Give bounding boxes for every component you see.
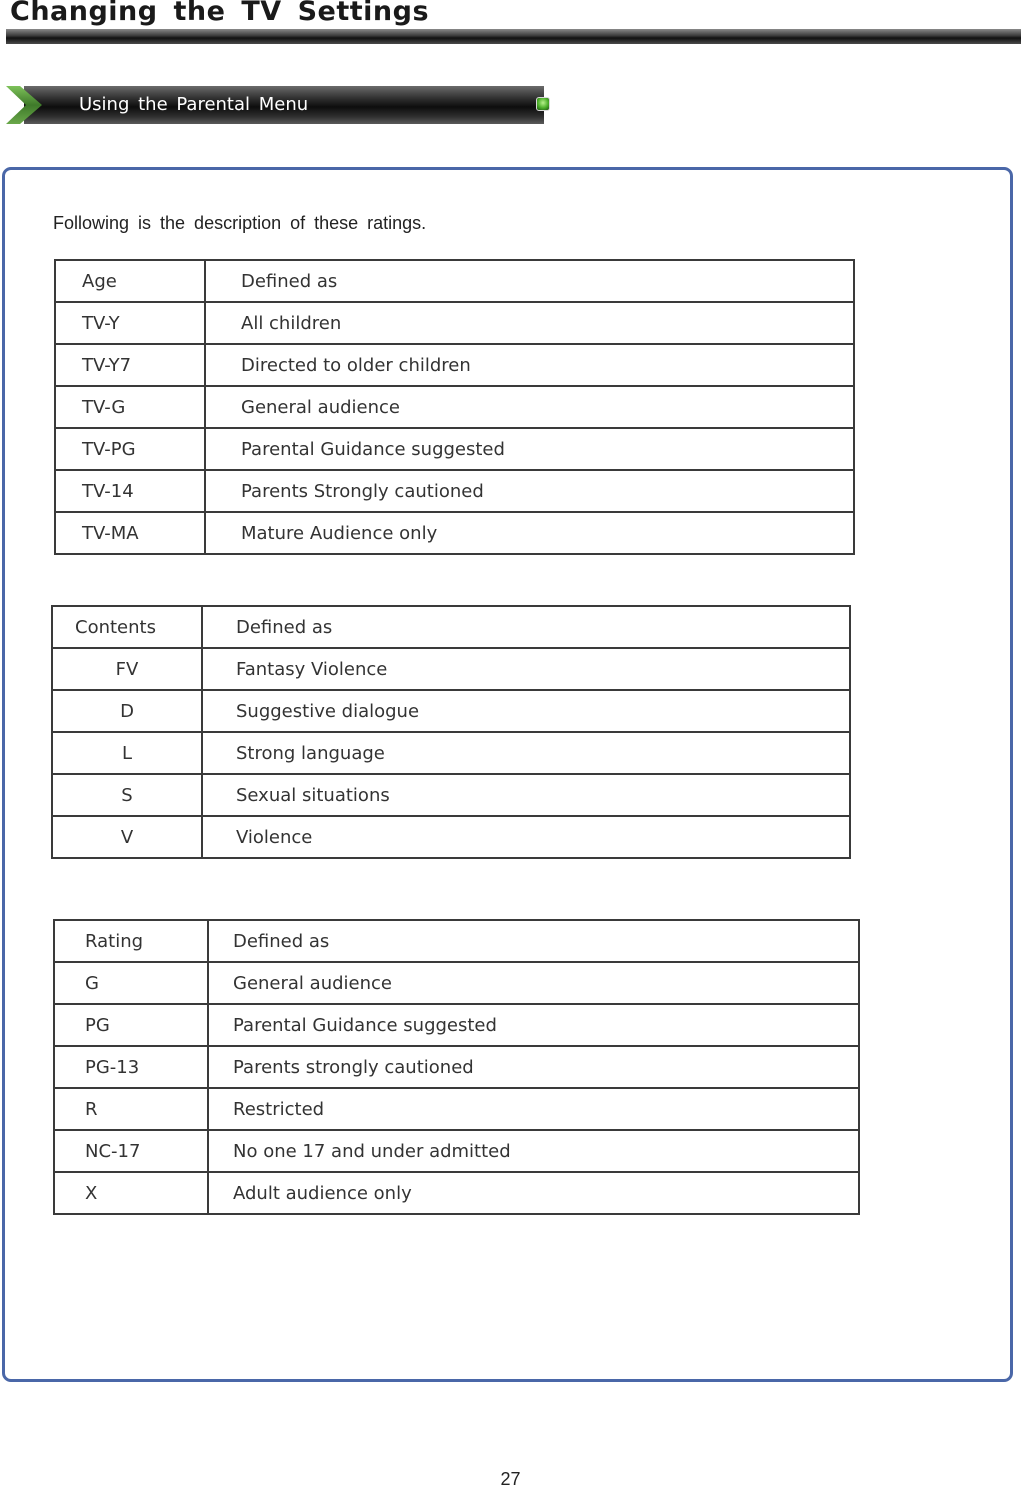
table-row (52, 690, 850, 732)
table-cell-definition: Strong language (202, 732, 850, 774)
table-cell-definition: Restricted (208, 1088, 859, 1130)
table-cell-definition: Parents strongly cautioned (208, 1046, 859, 1088)
table-row (52, 648, 850, 690)
table-header-row (52, 606, 850, 648)
page-title: Changing the TV Settings (10, 0, 430, 27)
table-row (55, 512, 854, 554)
table-row (54, 1088, 859, 1130)
table-cell-definition: Parental Guidance suggested (205, 428, 854, 470)
table-cell-code: D (52, 690, 202, 732)
table-row (54, 1130, 859, 1172)
table-row (54, 962, 859, 1004)
table-header-cell: Age (55, 260, 205, 302)
contents-rating-table (51, 605, 851, 859)
table-cell-definition: No one 17 and under admitted (208, 1130, 859, 1172)
table-cell-definition: Suggestive dialogue (202, 690, 850, 732)
table-cell-code: NC-17 (54, 1130, 208, 1172)
table-cell-code: S (52, 774, 202, 816)
table-cell-code: V (52, 816, 202, 858)
table-cell-code: FV (52, 648, 202, 690)
table-cell-code: TV-G (55, 386, 205, 428)
table-cell-code: L (52, 732, 202, 774)
table-cell-code: PG-13 (54, 1046, 208, 1088)
table-cell-definition: All children (205, 302, 854, 344)
age-rating-table (54, 259, 855, 555)
table-cell-code: X (54, 1172, 208, 1214)
table-header-row (55, 260, 854, 302)
table-cell-code: TV-MA (55, 512, 205, 554)
table-header-cell: Defined as (202, 606, 850, 648)
table-header-cell: Rating (54, 920, 208, 962)
table-cell-definition: General audience (208, 962, 859, 1004)
table-cell-definition: Mature Audience only (205, 512, 854, 554)
intro-text: Following is the description of these ratings. (53, 213, 427, 233)
table-cell-definition: Sexual situations (202, 774, 850, 816)
table-header-cell: Defined as (208, 920, 859, 962)
table-row (54, 1004, 859, 1046)
section-title: Using the Parental Menu (79, 94, 309, 115)
table-header-cell: Contents (52, 606, 202, 648)
table-cell-code: R (54, 1088, 208, 1130)
table-cell-definition: Adult audience only (208, 1172, 859, 1214)
table-header-cell: Defined as (205, 260, 854, 302)
table-cell-code: TV-14 (55, 470, 205, 512)
table-cell-code: G (54, 962, 208, 1004)
section-banner (24, 86, 544, 124)
table-cell-definition: Fantasy Violence (202, 648, 850, 690)
movie-rating-table (53, 919, 860, 1215)
table-cell-definition: Violence (202, 816, 850, 858)
table-cell-code: TV-Y7 (55, 344, 205, 386)
title-underline-bar (6, 29, 1021, 44)
table-row (52, 732, 850, 774)
table-cell-definition: Directed to older children (205, 344, 854, 386)
section-header (6, 86, 544, 124)
table-row (55, 470, 854, 512)
table-header-row (54, 920, 859, 962)
table-cell-code: TV-Y (55, 302, 205, 344)
table-row (52, 816, 850, 858)
table-row (55, 428, 854, 470)
table-cell-definition: General audience (205, 386, 854, 428)
table-row (54, 1046, 859, 1088)
table-row (55, 344, 854, 386)
table-row (54, 1172, 859, 1214)
table-cell-code: TV-PG (55, 428, 205, 470)
table-row (55, 386, 854, 428)
green-led-icon (536, 97, 550, 111)
table-cell-definition: Parental Guidance suggested (208, 1004, 859, 1046)
table-row (55, 302, 854, 344)
table-cell-code: PG (54, 1004, 208, 1046)
chevron-right-icon (6, 86, 42, 124)
table-cell-definition: Parents Strongly cautioned (205, 470, 854, 512)
table-row (52, 774, 850, 816)
page-number: 27 (500, 1469, 521, 1489)
